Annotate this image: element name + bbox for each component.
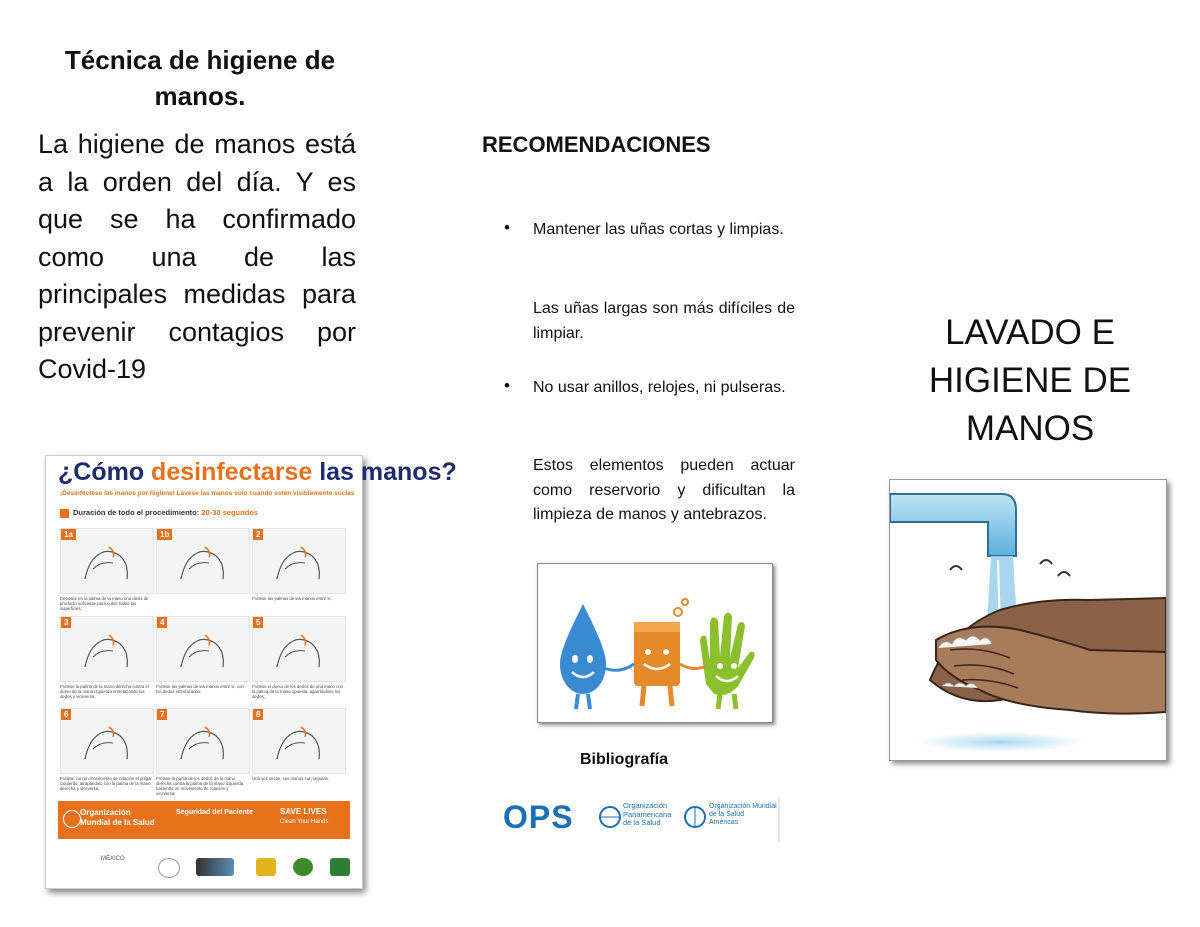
who-globe-icon bbox=[63, 810, 81, 828]
poster-step bbox=[252, 708, 346, 774]
bibliography-label: Bibliografía bbox=[580, 751, 669, 768]
hand-step-icon bbox=[79, 719, 135, 765]
poster-step bbox=[156, 528, 250, 594]
step-number: 7 bbox=[157, 709, 167, 720]
water-soap-hand-illustration bbox=[537, 563, 773, 723]
step-number: 6 bbox=[61, 709, 71, 720]
poster-step-caption: Frótese el dorso de los dedos de una mano con la palma de la mano opuesta, agarrándose los dedos; bbox=[252, 684, 344, 699]
ops-oms-logos bbox=[503, 797, 783, 842]
cover-title: LAVADO E HIGIENE DE MANOS bbox=[928, 313, 1132, 448]
poster-step bbox=[60, 616, 154, 682]
heart-logo-icon bbox=[293, 858, 313, 876]
footer-save-lives: SAVE LIVES Clean Your Hands bbox=[280, 807, 329, 825]
footer-patient-safety: Seguridad del Paciente bbox=[176, 809, 254, 816]
recommendation-nails: Mantener las uñas cortas y limpias. bbox=[533, 221, 784, 238]
poster-step bbox=[60, 528, 154, 594]
poster-step-caption: Frótese con un movimiento de rotación el pulgar izquierdo, atrapándolo con la palma de la mano derecha y viceversa; bbox=[60, 776, 152, 791]
step-number: 5 bbox=[253, 617, 263, 628]
poster-step-caption: Frótese la palma de la mano derecha contra el dorso de la mano izquierda entrelazando los dedos y viceversa; bbox=[60, 684, 149, 699]
recommendation-jewelry-note: Estos elementos pueden actuar como reservorio y dificultan la limpieza de manos y antebrazos. bbox=[533, 457, 795, 523]
clock-icon bbox=[60, 509, 69, 518]
handwashing-illustration bbox=[889, 479, 1167, 761]
poster-step bbox=[252, 616, 346, 682]
bullet-icon: • bbox=[504, 218, 510, 237]
hand-step-icon bbox=[79, 627, 135, 673]
poster-step-caption: Frótese la punta de los dedos de la mano derecha contra la palma de la mano izquierda, haciendo un movimiento de rotación y viceversa; bbox=[156, 776, 245, 796]
section-title: Técnica de higiene de manos. bbox=[64, 45, 336, 111]
poster-title: ¿Cómo desinfectarse las manos? bbox=[58, 458, 457, 486]
step-number: 3 bbox=[61, 617, 71, 628]
recommendations-heading: RECOMENDACIONES bbox=[482, 132, 711, 157]
recommendation-jewelry: No usar anillos, relojes, ni pulseras. bbox=[533, 379, 786, 396]
hand-step-icon bbox=[175, 539, 231, 585]
handwash-technique-poster bbox=[45, 455, 457, 889]
poster-step-caption: Frótese las palmas de las manos entre sí, con los dedos entrelazados; bbox=[156, 684, 244, 694]
poster-step bbox=[156, 708, 250, 774]
step-number: 8 bbox=[253, 709, 263, 720]
institution-logo-icon bbox=[256, 858, 276, 876]
imss-logo-icon bbox=[330, 858, 350, 876]
logo-mexico: MÉXICO bbox=[101, 856, 125, 862]
hand-step-icon bbox=[175, 719, 231, 765]
intro-paragraph: La higiene de manos está a la orden del día. Y es que se ha confirmado como una de las principales medidas para prevenir contagios por Covid-19 bbox=[38, 129, 356, 384]
partner-logo-icon bbox=[196, 858, 234, 876]
oms-org-name: Organización Mundial de la Salud Américas bbox=[709, 803, 777, 826]
ops-org-name: Organización Panamericana de la Salud bbox=[623, 801, 672, 827]
poster-duration: Duración de todo el procedimiento: 20-30 segundos bbox=[60, 508, 258, 518]
hand-step-icon bbox=[271, 627, 327, 673]
poster-step-caption: Una vez secas, sus manos son seguras. bbox=[252, 776, 330, 781]
step-number: 2 bbox=[253, 529, 263, 540]
poster-subtitle: ¡Desinfectese las manos por higiene! Lávese las manos solo cuando estén visiblemente sucias bbox=[60, 490, 355, 497]
poster-step bbox=[60, 708, 154, 774]
poster-step bbox=[252, 528, 346, 594]
step-number: 1a bbox=[61, 529, 76, 540]
footer-org: Organización Mundial de la Salud bbox=[80, 808, 155, 827]
recommendation-nails-note: Las uñas largas son más difíciles de limpiar. bbox=[533, 300, 795, 342]
bullet-icon: • bbox=[504, 376, 510, 395]
poster-step-caption: Deposite en la palma de la mano una dosis de producto suficiente para cubrir todas las superficies; bbox=[60, 596, 149, 611]
hand-step-icon bbox=[271, 539, 327, 585]
step-number: 1b bbox=[157, 529, 172, 540]
poster-footer bbox=[58, 801, 350, 839]
poster-step-caption: Frótese las palmas de las manos entre sí; bbox=[252, 596, 332, 601]
ops-logo: OPS bbox=[503, 799, 574, 835]
poster-step bbox=[156, 616, 250, 682]
government-seal-icon bbox=[158, 858, 180, 878]
step-number: 4 bbox=[157, 617, 167, 628]
hand-step-icon bbox=[79, 539, 135, 585]
hand-step-icon bbox=[271, 719, 327, 765]
hand-step-icon bbox=[175, 627, 231, 673]
